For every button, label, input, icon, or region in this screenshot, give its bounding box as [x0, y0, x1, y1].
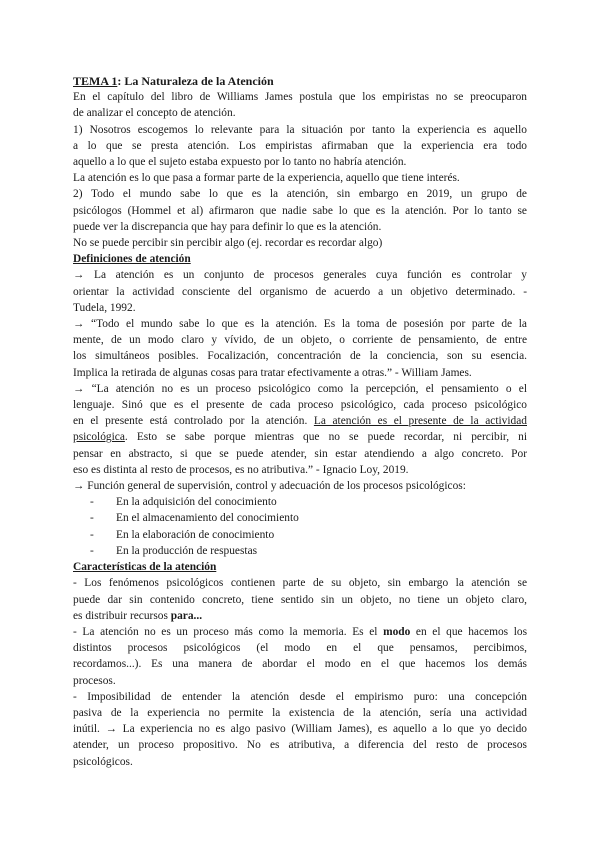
car-text: - La atención no es un proceso más como la memoria. Es el	[73, 625, 384, 638]
intro-line: La atención es lo que pasa a formar parte de la experiencia, aquello que tiene interés.	[73, 172, 460, 185]
def-line	[73, 429, 527, 445]
title-tema: TEMA 1	[73, 74, 118, 88]
car-line: - Los fenómenos psicológicos contienen parte de su objeto, sin embargo la atención se	[73, 577, 527, 590]
list-marker: -	[90, 496, 94, 509]
intro-line: 2) Todo el mundo sabe lo que es la atención, sin embargo en 2019, un grupo de	[73, 188, 527, 201]
def-line: los simultáneos posibles. Focalización, concentración de la conciencia, son su esencia.	[73, 350, 527, 363]
def-line: orientar la actividad consciente del organismo de acuerdo a un objetivo determinado. -	[73, 285, 527, 298]
def-line: Implica la retirada de algunas cosas para tratar efectivamente a otras.” - William James.	[73, 366, 472, 379]
def-line: lenguaje. Sinó que es el presente de cada proceso psicológico, cada proceso psicológico	[73, 399, 527, 412]
intro-line: puede ver la discrepancia que hay para definir lo que es la atención.	[73, 220, 382, 233]
def-line: → Función general de supervisión, control y adecuación de los procesos psicológicos:	[73, 480, 466, 493]
intro-line: de analizar el concepto de atención.	[73, 107, 236, 120]
list-item	[73, 543, 527, 559]
car-text: en el que hacemos los	[410, 625, 527, 638]
car-line	[73, 624, 527, 640]
car-bold-text: modo	[383, 625, 411, 638]
intro-line: psicólogos (Hommel et al) afirmaron que nadie sabe lo que es la atención. Por lo tanto se	[73, 204, 527, 217]
intro-line: a lo que se presta atención. Los empiristas afirmaban que la experiencia era todo	[73, 139, 527, 152]
list-item	[73, 494, 527, 510]
intro-line: No se puede percibir sin percibir algo (ej. recordar es recordar algo)	[73, 237, 383, 250]
section-heading-caracteristicas: Características de la atención	[73, 561, 217, 574]
title-rest: : La Naturaleza de la Atención	[117, 74, 274, 88]
car-line: distintos procesos psicológicos (el modo en el que pensamos, percibimos,	[73, 642, 527, 655]
def-line: pensar en abstracto, si que se puede atender, sin estar atendiendo a algo concreto. Por	[73, 447, 527, 460]
def-text: . Esto se sabe porque mientras que no se puede recordar, ni percibir, ni	[124, 431, 527, 444]
def-line: → “Todo el mundo sabe lo que es la atención. Es la toma de posesión por parte de la	[73, 318, 527, 331]
intro-line: 1) Nosotros escogemos lo relevante para la situación por tanto la experiencia es aquello	[73, 123, 527, 136]
intro-line: En el capítulo del libro de Williams James postula que los empiristas no se preocuparon	[73, 91, 527, 104]
def-underlined-text: psicológica	[73, 431, 125, 444]
car-line: puede dar sin contenido concreto, tiene sentido sin un objeto, no tiene un objeto claro,	[73, 593, 527, 606]
def-underlined-text: La atención es el presente de la actividad	[313, 415, 527, 428]
def-text: en el presente está controlado por la atención.	[73, 415, 314, 428]
def-line: mente, de un modo claro y vívido, de un objeto, o corriente de pensamiento, de entre	[73, 334, 527, 347]
car-line: - Imposibilidad de entender la atención desde el empirismo puro: una concepción	[73, 690, 527, 703]
list-item-text: En la producción de respuestas	[116, 544, 258, 557]
list-item-text: En el almacenamiento del conocimiento	[116, 512, 299, 525]
car-line	[73, 608, 527, 624]
list-item-text: En la adquisición del conocimiento	[116, 496, 277, 509]
car-line: pasiva de la experiencia no permite la existencia de la atención, sería una actividad	[73, 706, 527, 719]
def-line: Tudela, 1992.	[73, 301, 136, 314]
list-marker: -	[90, 544, 94, 557]
list-item	[73, 510, 527, 526]
car-line: procesos.	[73, 674, 116, 687]
def-line: eso es distinta al resto de procesos, es no atributiva.” - Ignacio Loy, 2019.	[73, 463, 409, 476]
def-line	[73, 413, 527, 429]
page-title	[73, 73, 527, 89]
car-line: inútil. → La experiencia no es algo pasivo (William James), es aquello a lo que yo decido	[73, 723, 527, 736]
def-line: → La atención es un conjunto de procesos generales cuya función es controlar y	[73, 269, 527, 282]
car-line: psicológicos.	[73, 755, 133, 768]
document-page	[73, 73, 527, 770]
list-marker: -	[90, 528, 94, 541]
list-item-text: En la elaboración de conocimiento	[116, 528, 275, 541]
car-line: recordamos...). Es una manera de abordar el modo en el que hacemos los demás	[73, 658, 527, 671]
intro-line: aquello a lo que el sujeto estaba expuesto por lo tanto no habría atención.	[73, 156, 407, 169]
car-line: atender, un proceso propositivo. No es atributiva, a diferencia del resto de procesos	[73, 739, 527, 752]
list-item	[73, 527, 527, 543]
def-line: → “La atención no es un proceso psicológico como la percepción, el pensamiento o el	[73, 382, 527, 395]
car-bold-text: para...	[170, 609, 203, 622]
car-text: es distribuir recursos	[73, 609, 171, 622]
section-heading-definiciones: Definiciones de atención	[73, 253, 191, 266]
list-marker: -	[90, 512, 94, 525]
